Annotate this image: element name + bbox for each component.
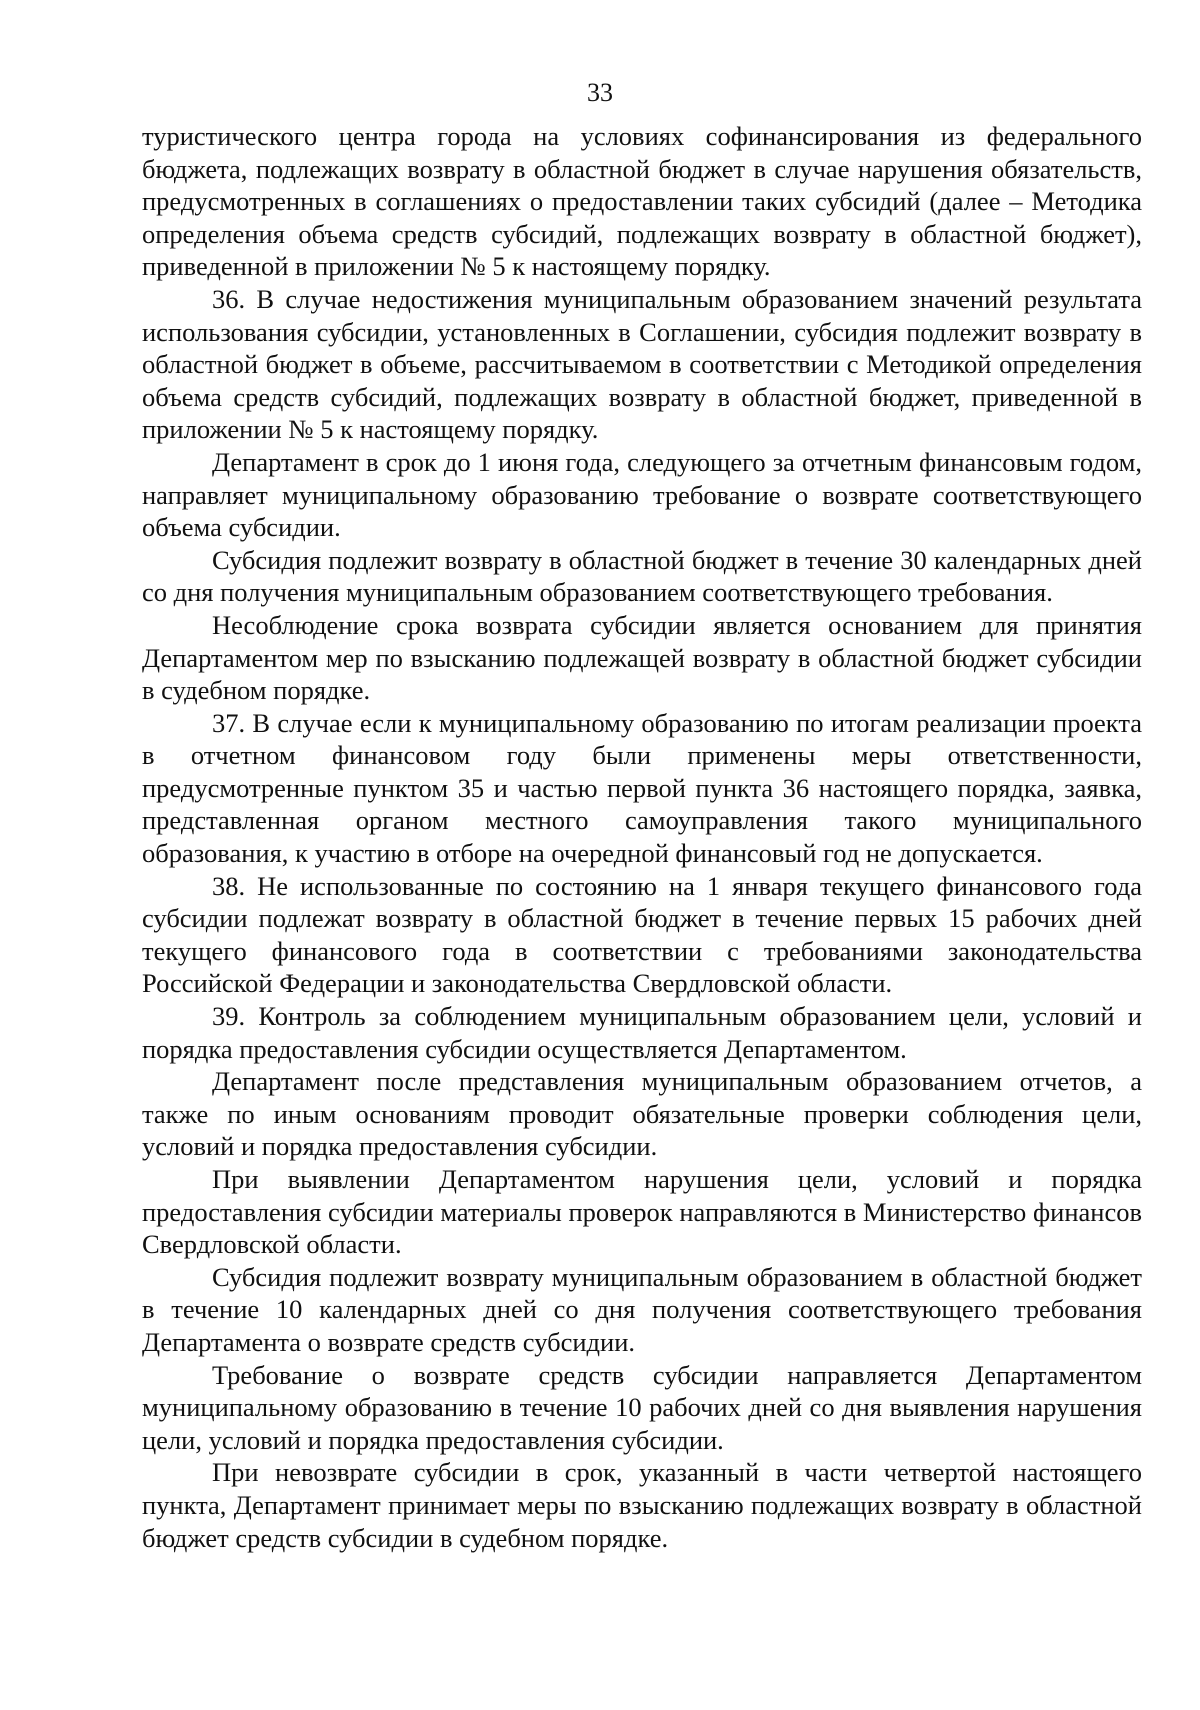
paragraph-item-38: 38. Не использованные по состоянию на 1 января текущего финансового года субсидии подлежат возврату в областной бюджет в течение первых 15 рабочих дней текущего финансового года в соответствии с требованиями законодательства Российской Федерации и законодательства Свердловской области. [142,870,1142,999]
paragraph-return-demand: Департамент в срок до 1 июня года, следующего за отчетным финансовым годом, направляет муниципальному образованию требование о возврате соответствующего объема субсидии. [142,446,1142,543]
paragraph-violations: При выявлении Департаментом нарушения цели, условий и порядка предоставления субсидии материалы проверок направляются в Министерство финансов Свердловской области. [142,1164,1142,1260]
paragraph-continuation: туристического центра города на условиях софинансирования из федерального бюджета, подлежащих возврату в областной бюджет в случае нарушения обязательств, предусмотренных в соглашениях о предоставлении таких субсидий (далее – Методика определения объема средств субсидий, подлежащих возврату в областной бюджет), приведенной в приложении № 5 к настоящему порядку. [142,121,1142,282]
paragraph-return-10-days: Субсидия подлежит возврату муниципальным образованием в областной бюджет в течение 10 календарных дней со дня получения соответствующего требования Департамента о возврате средств субсидии. [142,1261,1142,1357]
paragraph-item-36: 36. В случае недостижения муниципальным образованием значений результата использования субсидии, установленных в Соглашении, субсидия подлежит возврату в областной бюджет в объеме, рассчитываемом в соответствии с Методикой определения объема средств субсидий, подлежащих возврату в областной бюджет, приведенной в приложении № 5 к настоящему порядку. [142,283,1142,445]
document-body [142,120,1142,1554]
paragraph-inspections: Департамент после представления муниципальным образованием отчетов, а также по иным основаниям проводит обязательные проверки соблюдения цели, условий и порядка предоставления субсидии. [142,1066,1142,1162]
paragraph-return-term: Субсидия подлежит возврату в областной бюджет в течение 30 календарных дней со дня получения муниципальным образованием соответствующего требования. [142,544,1142,608]
paragraph-item-39: 39. Контроль за соблюдением муниципальным образованием цели, условий и порядка предоставления субсидии осуществляется Департаментом. [142,1001,1142,1064]
paragraph-item-37: 37. В случае если к муниципальному образованию по итогам реализации проекта в отчетном финансовом году были применены меры ответственности, предусмотренные пунктом 35 и частью первой пункта 36 настоящего порядка, заявка, представленная органом местного самоуправления такого муниципального образования, к участию в отборе на очередной финансовый год не допускается. [142,707,1142,869]
paragraph-non-compliance: Несоблюдение срока возврата субсидии является основанием для принятия Департаментом мер по взысканию подлежащей возврату в областной бюджет субсидии в судебном порядке. [142,609,1142,706]
page-number: 33 [587,78,613,107]
paragraph-return-demand-sent: Требование о возврате средств субсидии направляется Департаментом муниципальному образованию в течение 10 рабочих дней со дня выявления нарушения цели, условий и порядка предоставления субсидии. [142,1359,1142,1455]
paragraph-court-recovery: При невозврате субсидии в срок, указанный в части четвертой настоящего пункта, Департамент принимает меры по взысканию подлежащих возврату в областной бюджет средств субсидии в судебном порядке. [142,1457,1142,1553]
